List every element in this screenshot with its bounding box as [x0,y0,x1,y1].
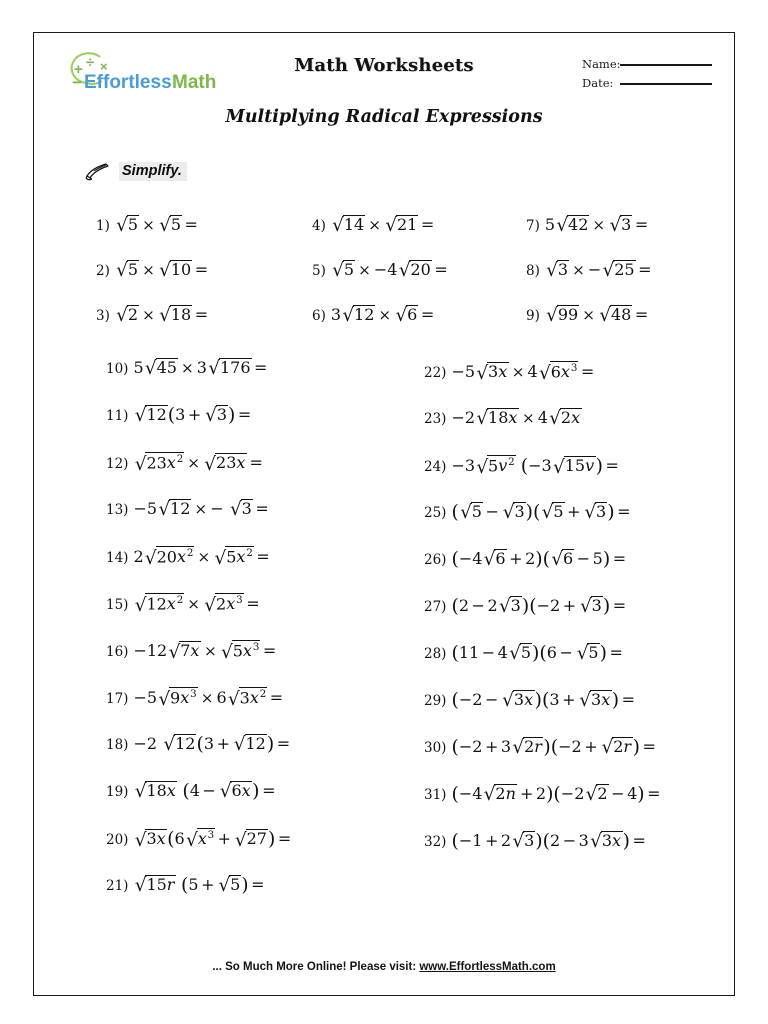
problem-16 [106,640,279,662]
problem-number: 6) [312,308,326,324]
date-input-line[interactable] [620,83,712,85]
instruction-row [84,161,187,181]
problem-expression: √2 × √18 = [116,305,209,327]
problem-expression: √3 × −√25 = [546,260,652,282]
logo-text-effortless: Effortless [84,72,172,93]
problem-24 [424,455,621,477]
name-label: Name: [582,57,621,71]
problem-number: 32) [424,834,447,850]
problem-number: 15) [106,597,129,614]
date-row [582,74,712,93]
problem-number: 11) [106,408,129,424]
footer-url[interactable]: www.EffortlessMath.com [419,961,556,973]
problem-32 [424,831,648,852]
problem-13 [106,499,271,520]
problem-number: 8) [526,263,540,279]
problem-number: 23) [424,411,447,427]
problem-19 [106,781,278,802]
problem-14 [106,546,272,568]
problem-number: 25) [424,505,447,521]
problem-expression: √99 × √48 = [546,305,649,327]
date-label: Date: [582,76,614,90]
problem-expression: $√3x(6√x^3 + √27)$ = [134,828,292,851]
problem-expression: $-5√3x \times 4√6x^3$ = [451,362,595,384]
problem-number: 31) [424,787,447,803]
problem-expression: $-5√9x^3 \times 6√3x^2$ = [133,688,284,710]
problem-expression: −5√12 × − √3 = [133,499,269,521]
problem-1 [96,215,201,236]
problem-number: 16) [106,644,129,661]
problem-8 [526,260,654,281]
svg-text:+: + [74,61,83,78]
problem-expression: (−1 + 2√3)(2 − 3√3x) = [451,830,646,853]
problem-expression: √14 × √21 = [332,215,435,237]
problem-expression: 5√45 × 3√176 = [133,358,268,380]
problem-number: 26) [424,552,447,568]
problem-27 [424,596,629,617]
problem-expression: √15r (5 + √5) = [134,874,265,897]
problem-number: 30) [424,740,447,756]
problem-9 [526,305,651,326]
name-date-block [582,55,712,93]
problem-11 [106,405,254,426]
problem-28 [424,643,625,664]
page-title: Math Worksheets [294,55,474,76]
problem-expression: (−2 + 3√2r)(−2 + √2r) = [451,736,656,759]
problem-number: 20) [106,832,129,849]
problem-number: 1) [96,218,110,234]
problem-25 [424,502,633,523]
problem-20 [106,828,294,850]
problem-number: 21) [106,878,129,894]
problem-expression: √5 × −4√20 = [332,260,448,282]
problem-expression: (−2 − √3x)(3 + √3x) = [451,689,636,712]
problem-expression: √18x (4 − √6x) = [134,780,276,803]
problem-number: 27) [424,599,447,615]
problem-number: 10) [106,361,129,377]
problem-expression: (√5 − √3)(√5 + √3) = [451,501,631,524]
problem-expression: 3√12 × √6 = [330,305,435,327]
problem-18 [106,734,293,755]
problem-12 [106,452,265,474]
problem-21 [106,875,267,896]
problem-29 [424,690,638,711]
svg-text:−: − [72,73,82,92]
problem-number: 22) [424,365,447,382]
problem-15 [106,593,262,615]
problem-number: 13) [106,502,129,518]
problem-expression: $-3√5v^2$ (−3√15v) = [451,455,619,478]
problem-number: 19) [106,784,129,800]
problem-expression: $-12√7x \times √5x^3$ = [133,641,277,663]
logo-text-math: Math [172,72,217,93]
problem-number: 17) [106,691,129,708]
problem-number: 12) [106,456,129,473]
instruction-text: Simplify. [119,162,187,181]
problem-expression: (11 − 4√5)(6 − √5) = [451,642,623,665]
svg-text:÷: ÷ [86,54,95,71]
problem-3 [96,305,211,326]
name-row [582,55,712,74]
worksheet-page [33,32,735,996]
problem-22 [424,361,597,383]
problem-expression: −2 √12(3 + √12) = [133,733,291,756]
problem-expression: (2 − 2√3)(−2 + √3) = [451,595,627,618]
problem-expression: $√12x^2 \times √2x^3$ = [134,594,260,616]
problem-expression: −2√18x × 4√2x [451,408,581,430]
problem-expression: $2√20x^2 \times √5x^2$ = [133,547,270,569]
problem-6 [312,305,437,326]
problem-number: 5) [312,263,326,279]
problem-7 [526,215,651,236]
problem-number: 28) [424,646,447,662]
problem-31 [424,784,663,805]
name-input-line[interactable] [620,64,712,66]
problem-number: 2) [96,263,110,279]
problem-2 [96,260,211,281]
worksheet-header [34,33,734,95]
footer [34,961,734,973]
problem-expression: (−4√6 + 2)(√6 − 5) = [451,548,627,571]
worksheet-subtitle: Multiplying Radical Expressions [225,107,543,127]
problem-number: 29) [424,693,447,709]
problem-expression: √5 × √10 = [116,260,209,282]
problem-expression: √12(3 + √3) = [134,404,252,427]
problem-number: 7) [526,218,540,234]
problem-number: 3) [96,308,110,324]
problem-expression: $√23x^2 \times √23x$ = [134,453,263,475]
footer-text: ... So Much More Online! Please visit: [212,961,420,973]
problem-26 [424,549,629,570]
problem-number: 18) [106,737,129,753]
problem-expression: √5 × √5 = [116,215,198,237]
problem-number: 24) [424,459,447,476]
pen-icon [84,161,110,181]
problem-number: 4) [312,218,326,234]
problem-number: 9) [526,308,540,324]
problem-17 [106,687,286,709]
svg-text:×: × [100,59,108,74]
problem-number: 14) [106,550,129,567]
problem-5 [312,260,450,281]
problem-30 [424,737,658,758]
problem-10 [106,358,270,379]
problem-expression: 5√42 × √3 = [544,215,649,237]
problem-4 [312,215,437,236]
problem-expression: (−4√2n + 2)(−2√2 − 4) = [451,783,661,806]
problem-23 [424,408,582,429]
